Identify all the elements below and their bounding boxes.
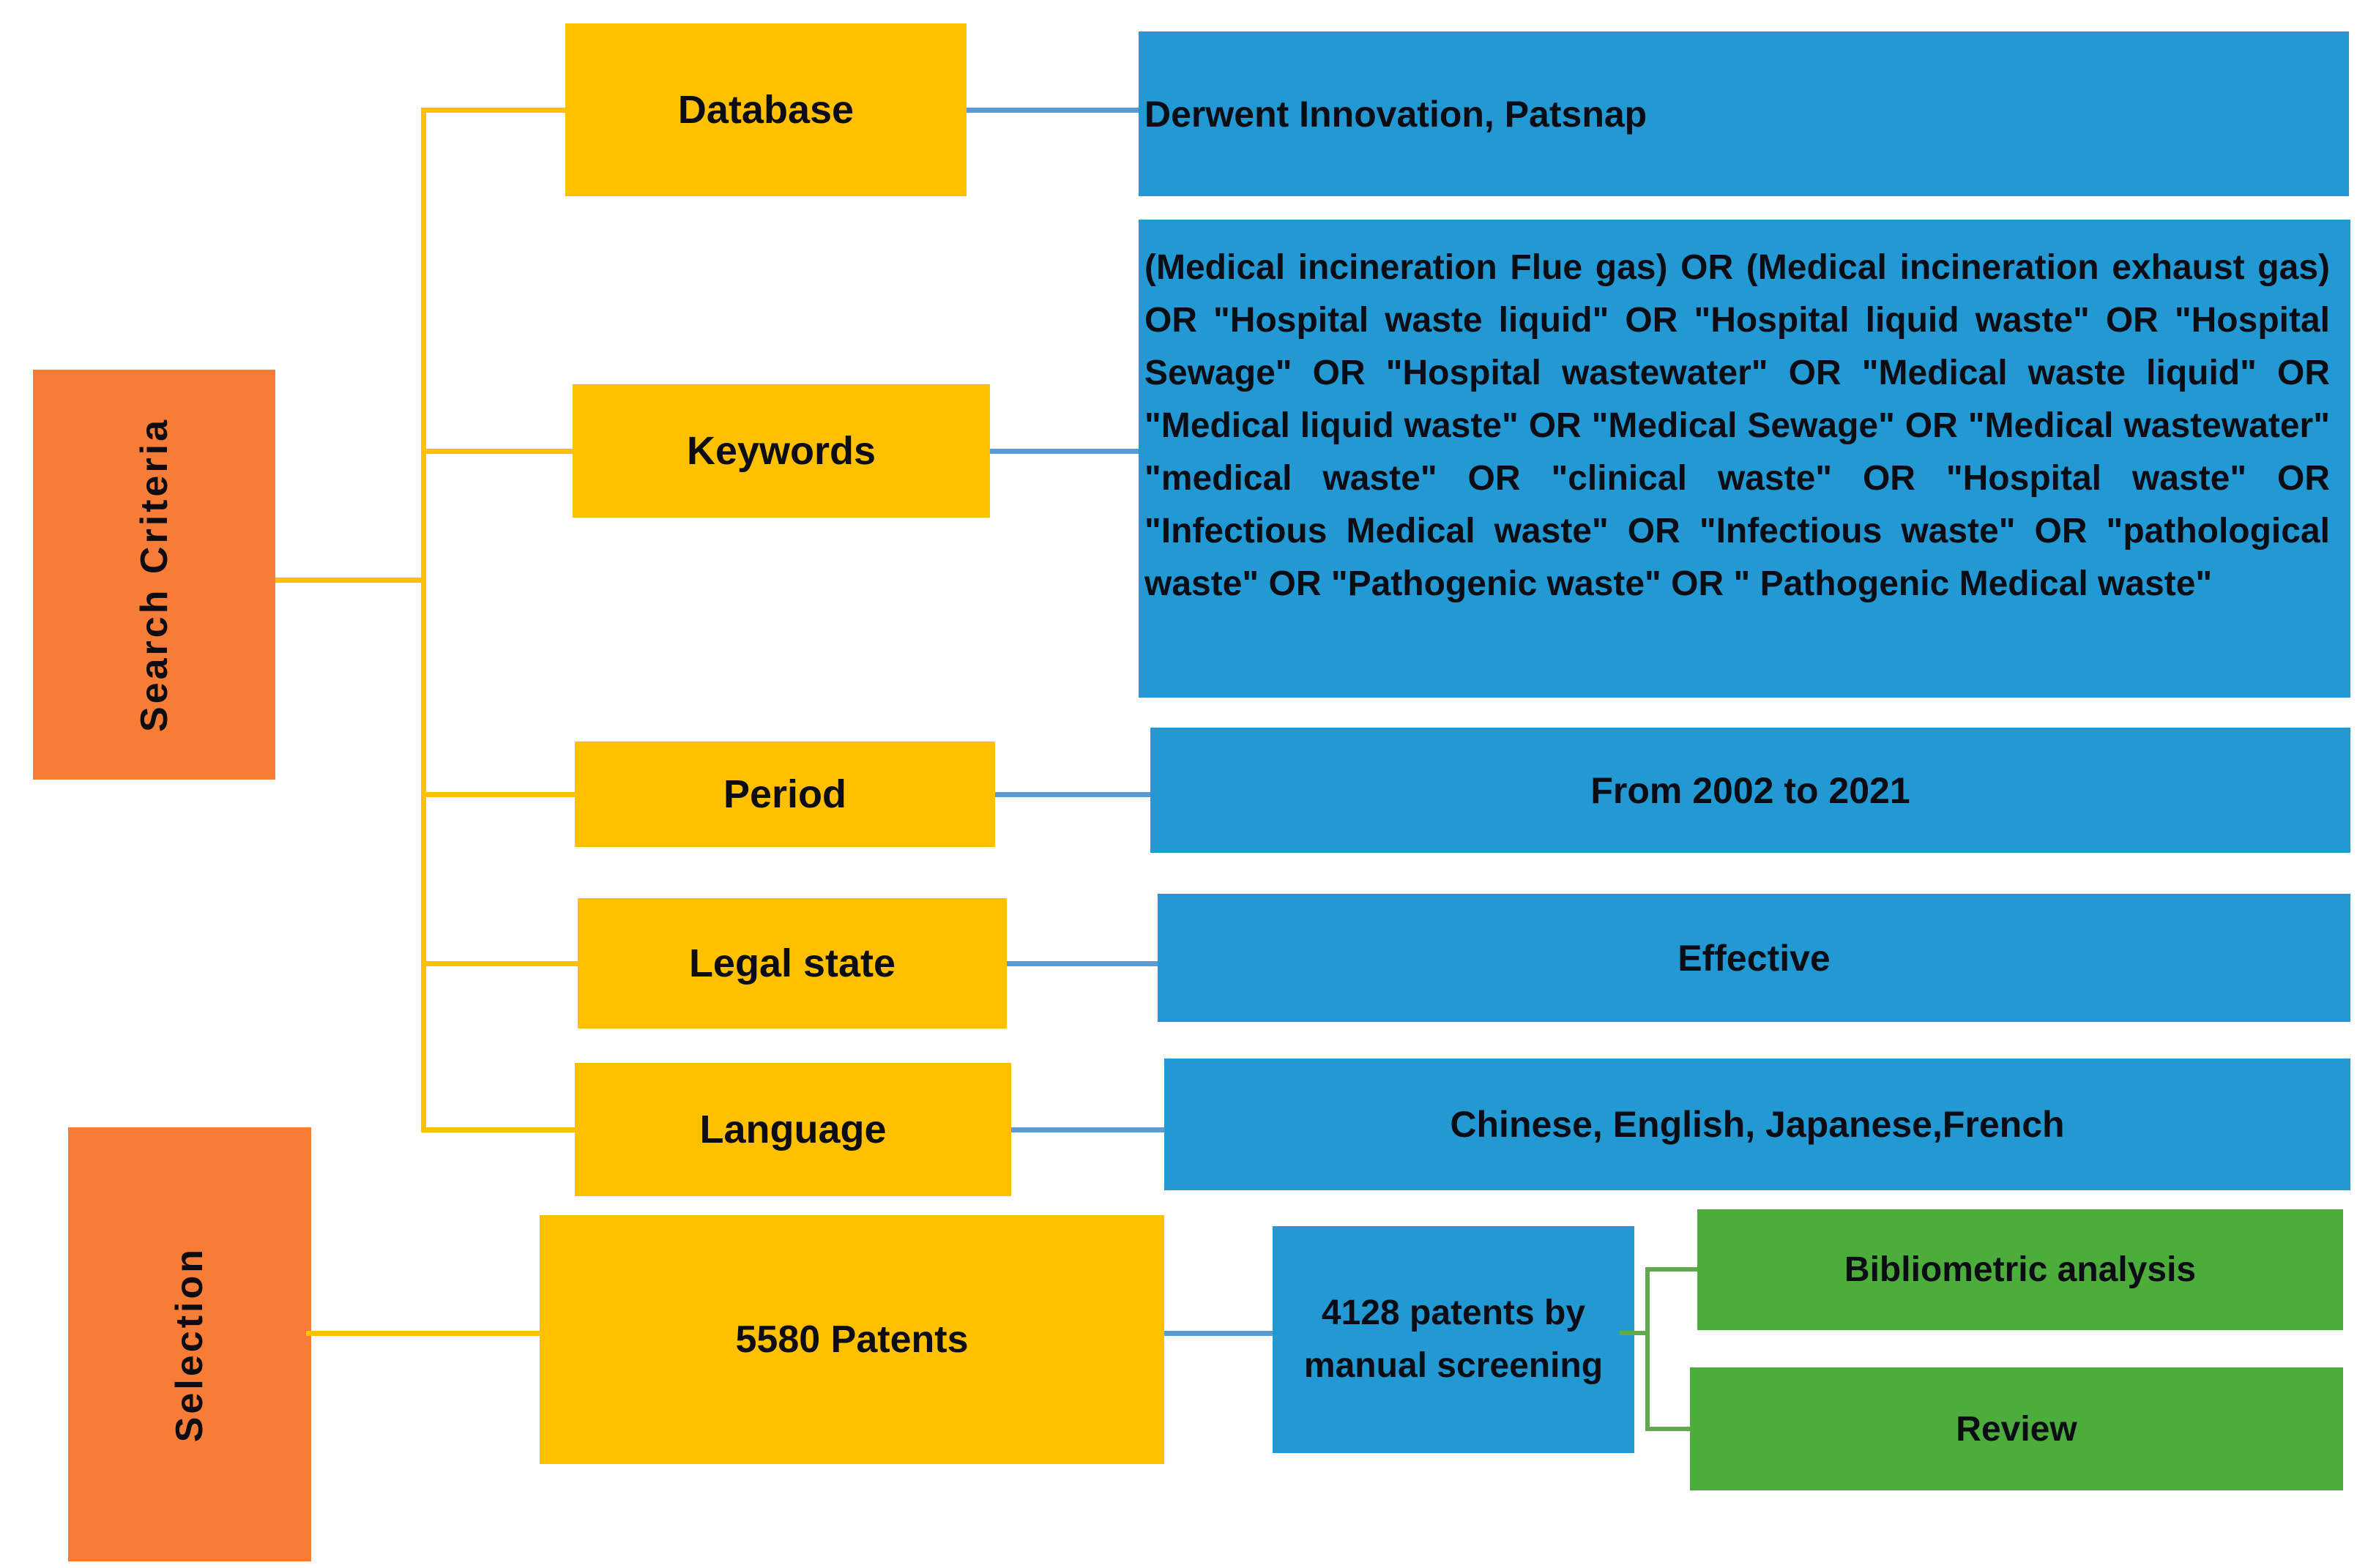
database-label-box	[565, 23, 967, 196]
patents-total-box	[540, 1215, 1164, 1464]
connector-search-criteria-to-trunk-line	[275, 578, 421, 583]
connector-legal-state-to-value-line	[1007, 961, 1158, 966]
search-criteria-group-box	[33, 370, 275, 780]
connector-trunk-vertical-line	[421, 108, 426, 1132]
connector-language-to-value-line	[1011, 1127, 1164, 1132]
connector-period-to-value-line	[995, 792, 1150, 797]
language-label-box	[575, 1063, 1011, 1196]
screened-patents-box	[1273, 1226, 1634, 1453]
connector-bracket-to-review-line	[1645, 1427, 1690, 1431]
connector-trunk-to-database-line	[421, 108, 565, 113]
connector-patents-to-screened-line	[1164, 1331, 1273, 1336]
bibliometric-analysis-label: Bibliometric analysis	[1844, 1250, 2197, 1289]
connector-trunk-to-keywords-line	[421, 449, 573, 454]
period-label-box	[575, 742, 995, 847]
legal-state-label-box	[578, 898, 1007, 1028]
selection-group-box	[68, 1127, 311, 1561]
review-box	[1690, 1367, 2343, 1490]
legal-state-value: Effective	[1678, 937, 1831, 979]
connector-trunk-to-language-line	[421, 1127, 575, 1132]
keywords-label: Keywords	[686, 429, 876, 473]
database-label: Database	[677, 88, 854, 132]
period-value-box	[1150, 728, 2350, 853]
connector-selection-to-patents-line	[306, 1331, 540, 1336]
connector-bracket-vertical-line	[1645, 1267, 1650, 1431]
period-label: Period	[723, 772, 847, 816]
legal-state-value-box	[1158, 894, 2350, 1022]
patents-total-label: 5580 Patents	[735, 1318, 969, 1361]
connector-trunk-to-legal-state-line	[421, 961, 578, 966]
connector-bracket-to-bibliometric-line	[1645, 1267, 1697, 1272]
review-label: Review	[1956, 1409, 2077, 1449]
database-value: Derwent Innovation, Patsnap	[1144, 93, 1647, 135]
connector-keywords-to-value-line	[990, 449, 1139, 454]
keywords-label-box	[573, 384, 990, 518]
selection-label: Selection	[168, 1246, 211, 1443]
connector-database-to-value-line	[967, 108, 1139, 113]
screened-patents-label: 4128 patents by manual screening	[1303, 1293, 1604, 1385]
keywords-value-box: (Medical incineration Flue gas) OR (Medical incineration exhaust gas) OR "Hospital waste liquid" OR "Hospital liquid waste" OR "Hospital Sewage" OR "Hospital wastewater" OR "Medical waste liquid" OR "Medical liquid waste" OR "Medical Sewage" OR "Medical wastewater" "medical waste" OR "clinical waste" OR "Hospital waste" OR "Infectious Medical waste" OR "Infectious waste" OR "pathological waste" OR "Pathogenic waste" OR " Pathogenic Medical waste"	[1139, 220, 2350, 698]
language-value: Chinese, English, Japanese,French	[1450, 1104, 2065, 1145]
language-value-box	[1164, 1059, 2350, 1190]
database-value-box	[1139, 31, 2349, 196]
legal-state-label: Legal state	[688, 941, 896, 985]
search-criteria-label: Search Criteria	[133, 417, 176, 732]
connector-trunk-to-period-line	[421, 792, 575, 797]
language-label: Language	[699, 1108, 887, 1151]
bibliometric-analysis-box	[1697, 1209, 2343, 1330]
period-value: From 2002 to 2021	[1590, 769, 1910, 811]
